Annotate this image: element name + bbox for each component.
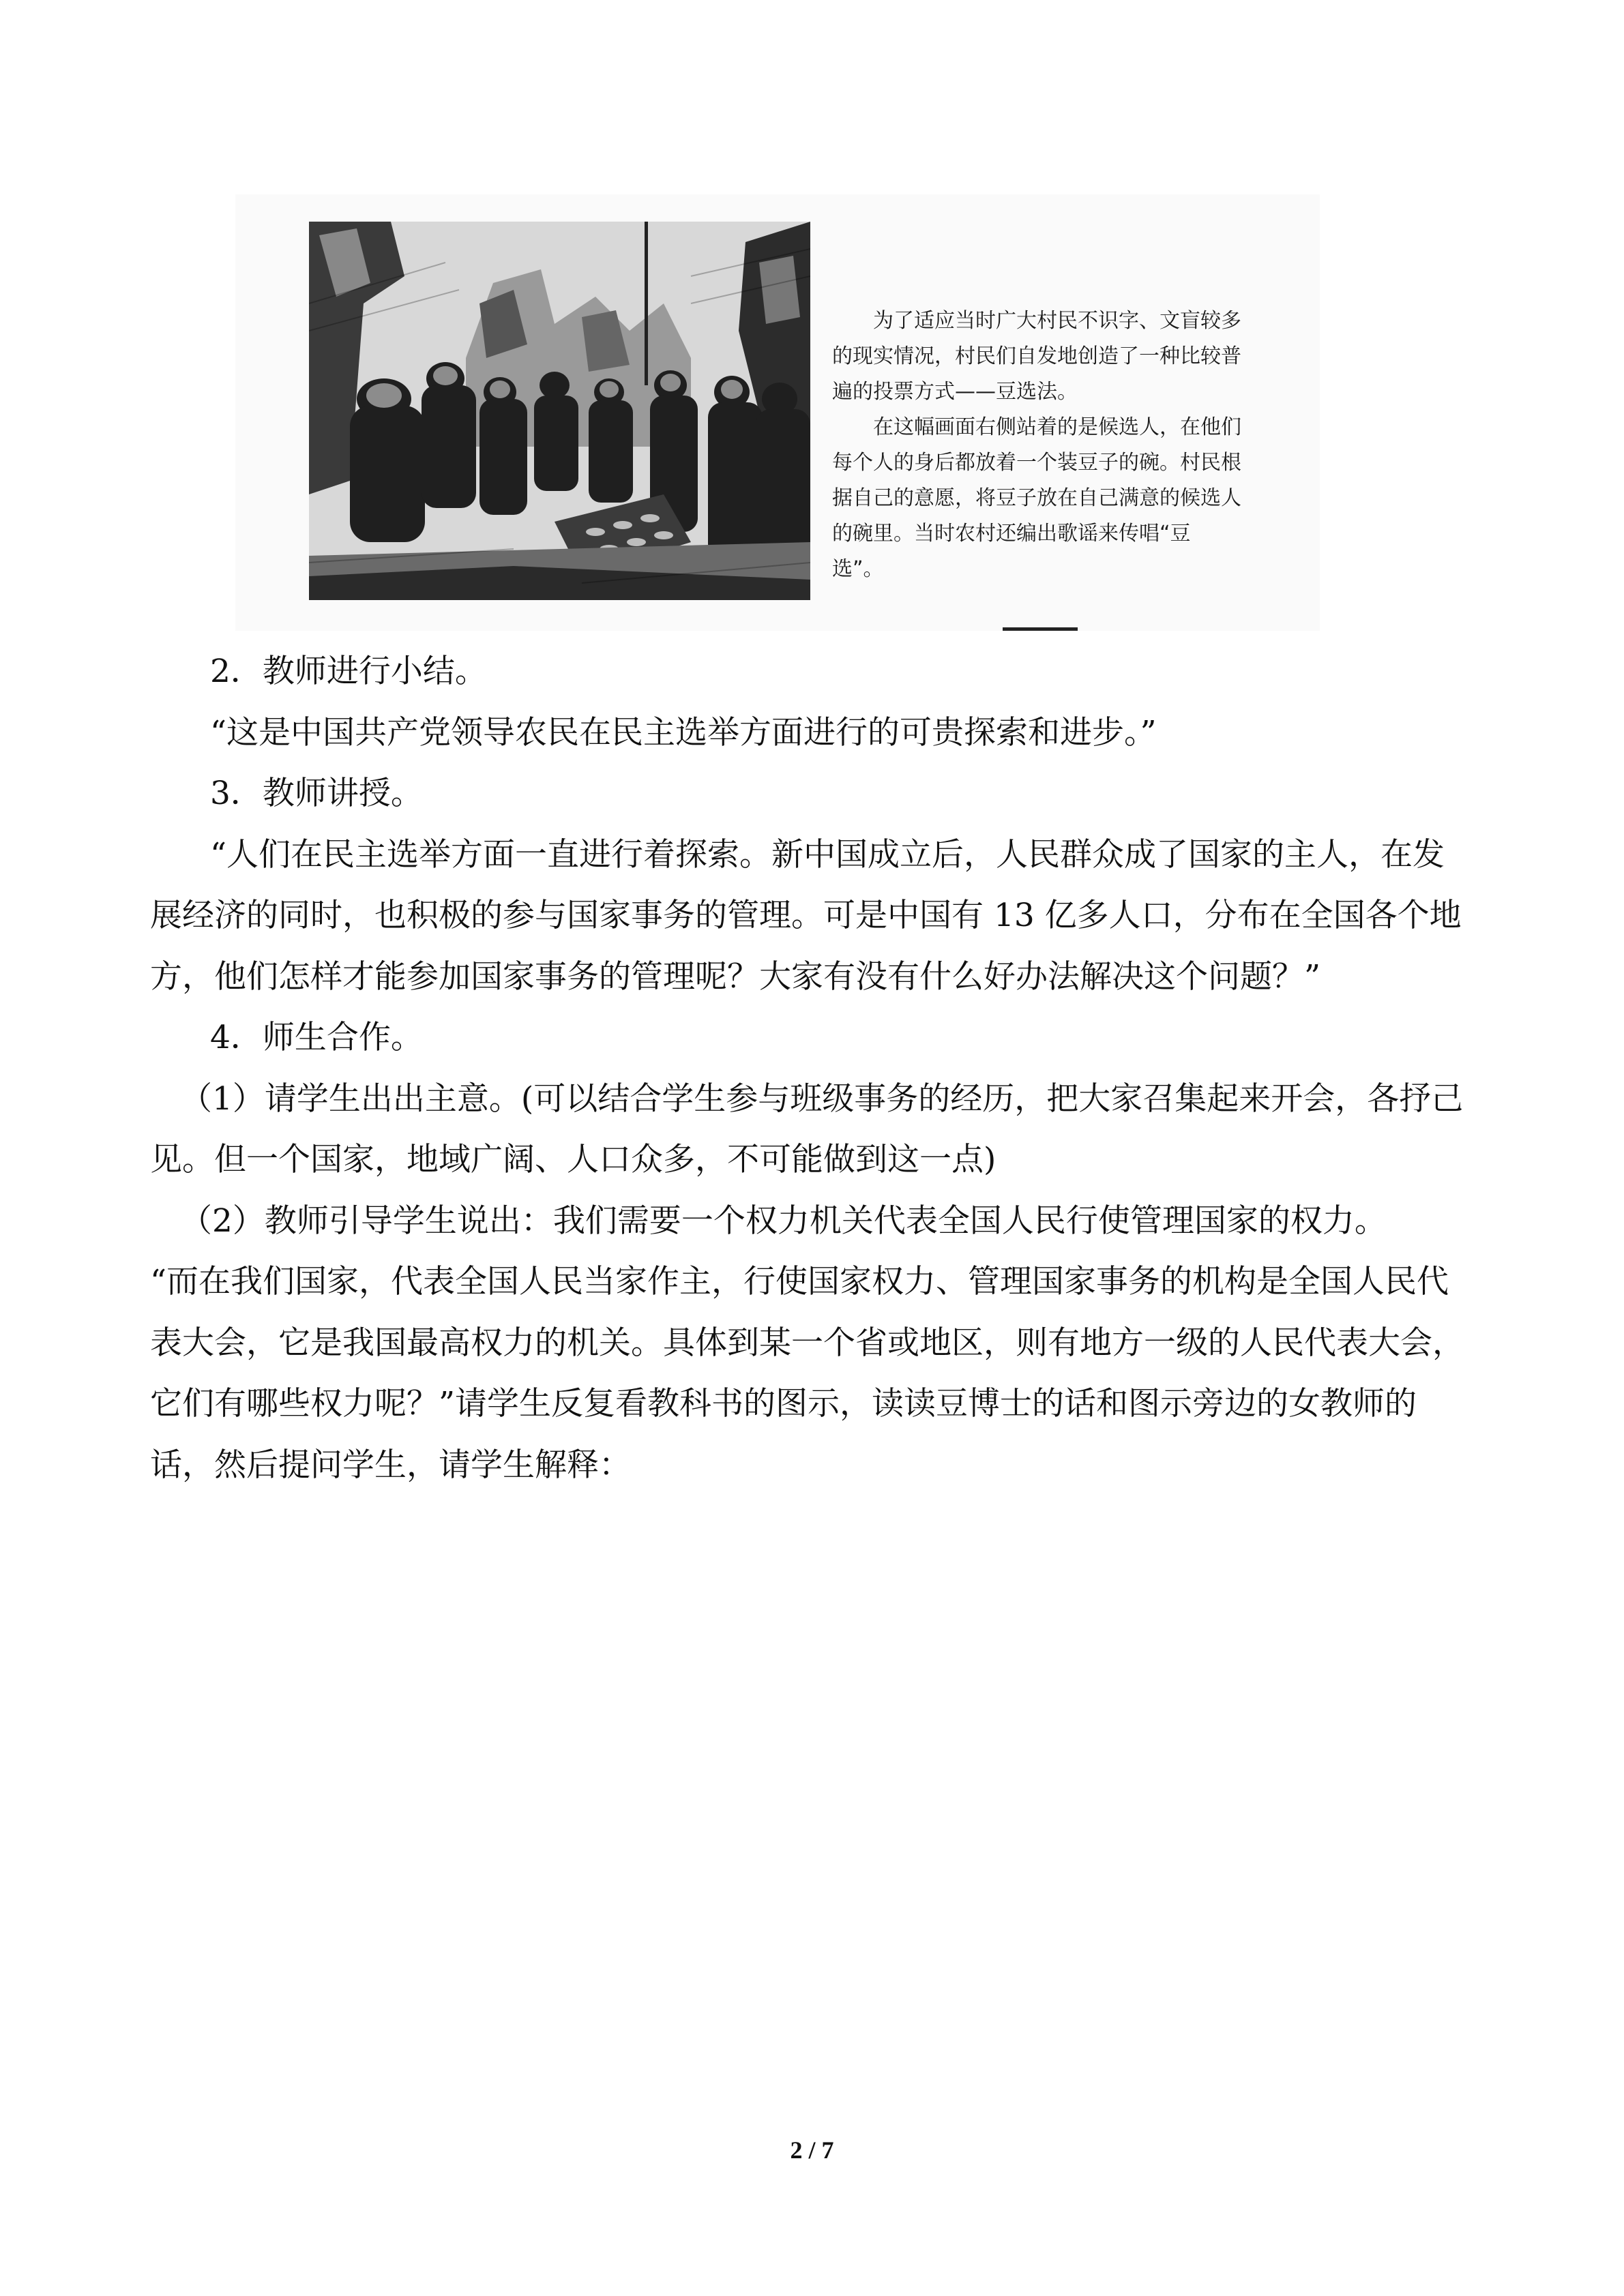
caption-paragraph: 在这幅画面右侧站着的是候选人，在他们每个人的身后都放着一个装豆子的碗。村民根据自己的意愿，将豆子放在自己满意的候选人的碗里。当时农村还编出歌谣来传唱“豆选”。 <box>832 415 1241 581</box>
page-number: 2 / 7 <box>790 2136 834 2164</box>
bean-vote-engraving-image <box>309 222 810 600</box>
paragraph: （2）教师引导学生说出：我们需要一个权力机关代表全国人民行使管理国家的权力。 <box>180 1202 1387 1240</box>
figure-edge-mark <box>1003 627 1078 631</box>
body-text <box>150 641 1477 1495</box>
figure-caption <box>832 303 1241 587</box>
paragraph: “人们在民主选举方面一直进行着探索。新中国成立后，人民群众成了国家的主人，在发展经济的同时，也积极的参与国家事务的管理。可是中国有 13 亿多人口，分布在全国各个地方，他们怎样才能参加国家事务的管理呢？大家有没有什么好办法解决这个问题？” <box>150 835 1462 996</box>
paragraph: （1）请学生出出主意。(可以结合学生参与班级事务的经历，把大家召集起来开会，各抒己见。但一个国家，地域广阔、人口众多，不可能做到这一点) <box>150 1079 1464 1178</box>
paragraph: 4．师生合作。 <box>210 1019 423 1056</box>
paragraph: “这是中国共产党领导农民在民主选举方面进行的可贵探索和进步。” <box>210 713 1157 751</box>
caption-paragraph: 为了适应当时广大村民不识字、文盲较多的现实情况，村民们自发地创造了一种比较普遍的投票方式——豆选法。 <box>832 309 1241 404</box>
figure <box>235 194 1320 631</box>
paragraph: “而在我们国家，代表全国人民当家作主，行使国家权力、管理国家事务的机构是全国人民代表大会，它是我国最高权力的机关。具体到某一个省或地区，则有地方一级的人民代表大会，它们有哪些权力呢？”请学生反复看教科书的图示，读读豆博士的话和图示旁边的女教师的话，然后提问学生，请学生解释： <box>150 1263 1464 1484</box>
engraving-illustration <box>309 222 810 600</box>
paragraph: 2．教师进行小结。 <box>210 653 487 690</box>
paragraph: 3．教师讲授。 <box>210 775 423 812</box>
